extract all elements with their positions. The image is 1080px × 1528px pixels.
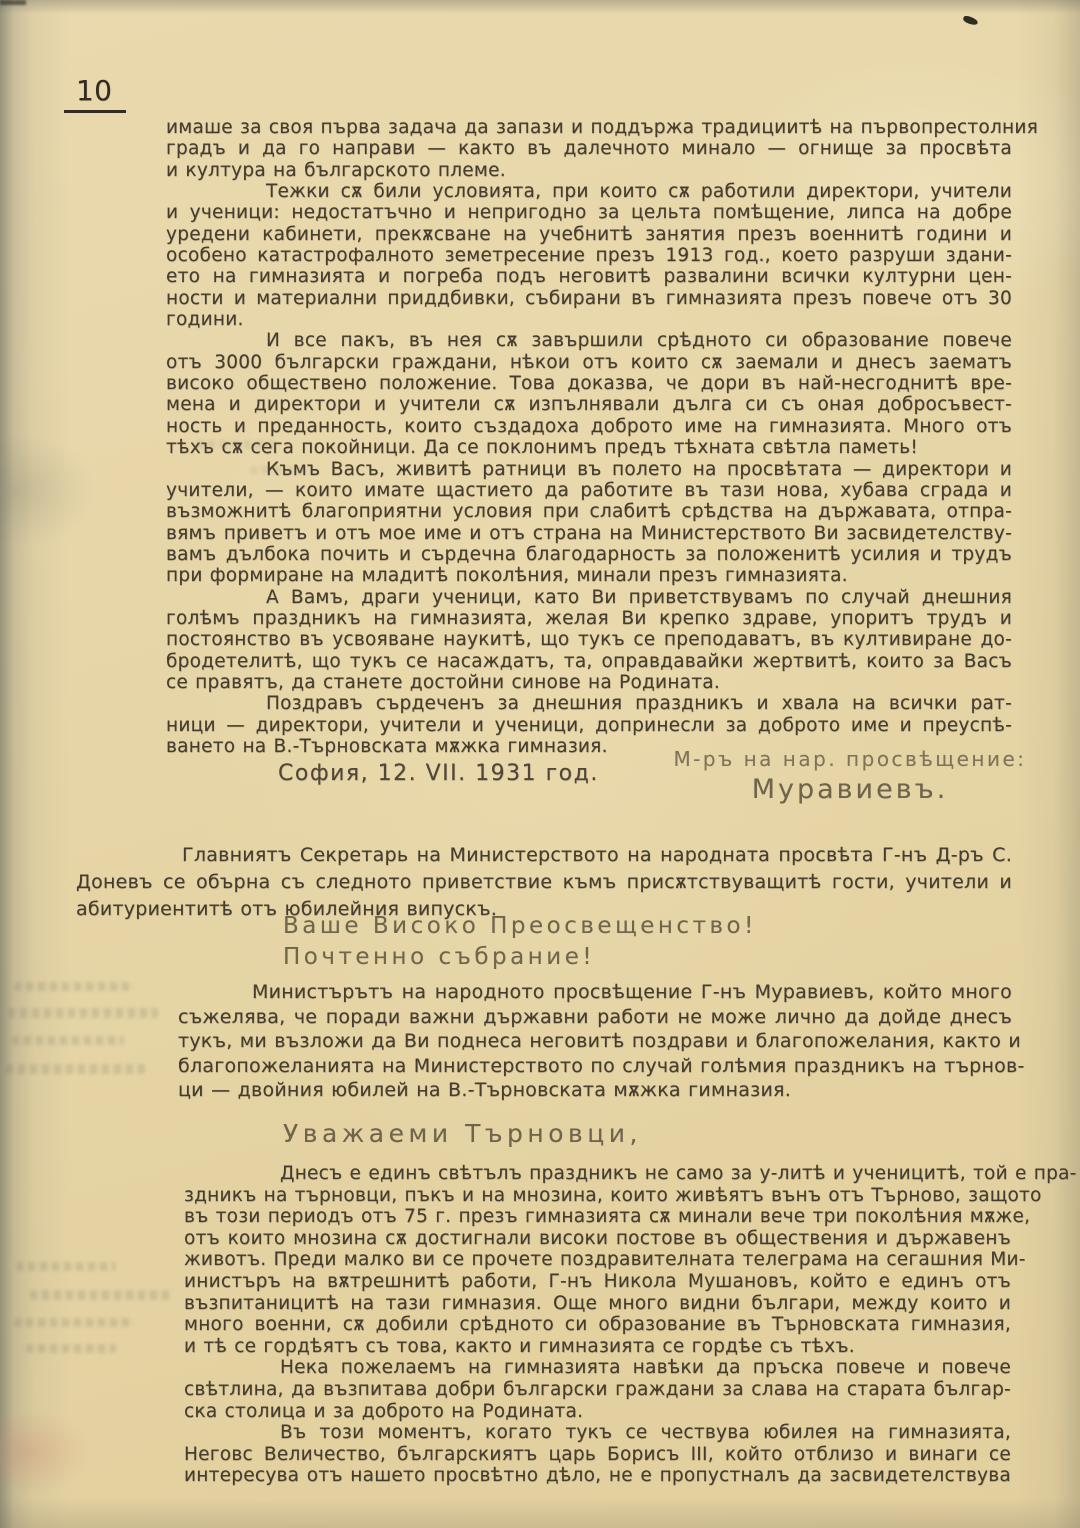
text-line: особено катастрофалното земетресение презъ 1913 год., което разруши здани- bbox=[166, 245, 1012, 267]
text-line: Доневъ се обърна съ следното приветствие къмъ присѫтствуващитѣ гости, учители и bbox=[76, 871, 1012, 893]
scan-smudge bbox=[8, 1008, 158, 1018]
speech-intro-paragraph bbox=[178, 980, 1025, 1103]
text-line: имаше за своя първа задача да запази и поддържа традициитѣ на първопрестолния bbox=[166, 117, 1039, 138]
signature-block bbox=[650, 747, 1050, 805]
text-line: вямъ приветъ и отъ мое име и отъ страна на Министерството Ви засвидетелству- bbox=[166, 522, 1012, 544]
text-line: Поздравъ сърдеченъ за днешния праздникъ и хвала на всички рат- bbox=[266, 693, 1012, 715]
text-line: при формиране на младитѣ поколѣния, минали презъ гимназията. bbox=[166, 565, 848, 587]
text-line: животъ. Преди малко ви се прочете поздравителната телеграма на сегашния Ми- bbox=[184, 1249, 1026, 1271]
text-line: абитуриентитѣ отъ юбилейния випускъ. bbox=[76, 898, 498, 920]
text-line: Неговс Величество, българскиятъ царь Борисъ III, който отблизо и винаги се bbox=[184, 1443, 1011, 1465]
text-line: се правятъ, да станете достойни синове на Родината. bbox=[166, 671, 721, 693]
salutation-block bbox=[283, 911, 757, 973]
text-line: Тежки сѫ били условията, при които сѫ работили директори, учители bbox=[266, 181, 1012, 203]
text-line: ности и материални приддбивки, събирани въ гимназията презъ повече отъ 30 bbox=[166, 287, 1012, 309]
scan-smudge bbox=[16, 1262, 116, 1271]
paragraph bbox=[166, 117, 1039, 181]
text-line: и тѣ се гордѣятъ съ това, както и гимназията се гордѣе съ тѣхъ. bbox=[184, 1335, 855, 1357]
paragraph bbox=[184, 1422, 1011, 1487]
text-line: високо обществено положение. Това доказва, че дори въ най-несгоднитѣ вре- bbox=[166, 373, 1012, 395]
text-line: Нека пожелаемъ на гимназията навѣки да пръска повече и повече bbox=[280, 1357, 1011, 1379]
text-line: ването на В.-Търновската мѫжка гимназия. bbox=[166, 735, 608, 757]
text-line: ци — двойния юбилей на В.-Търновската мѫжка гимназия. bbox=[178, 1079, 792, 1101]
text-line: възможнитѣ благоприятни условия при слабитѣ срѣдства на държавата, отпра- bbox=[166, 501, 1012, 523]
salutation-line-1: Ваше Високо Преосвещенство! bbox=[283, 913, 757, 939]
page-number: 10 bbox=[64, 74, 126, 113]
scan-edge-mark bbox=[0, 0, 26, 5]
text-line: благопожеланията на Министерството по случай голѣмия праздникъ на търнов- bbox=[178, 1054, 1025, 1077]
text-line: градъ и да го направи — както въ далечното минало — огнище за просвѣта bbox=[166, 138, 1012, 160]
paragraph bbox=[184, 1357, 1011, 1422]
text-line: голѣмъ праздникъ на гимназията, желая Ви крепко здраве, упоритъ трудъ и bbox=[166, 607, 1012, 629]
text-line: въ този периодъ отъ 75 г. презъ гимназията сѫ минали вече три поколѣния мѫже, bbox=[184, 1206, 1031, 1228]
text-line: инистъръ на вѫтрешнитѣ работи, Г-нъ Никола Мушановъ, който е единъ отъ bbox=[184, 1270, 1011, 1292]
text-line: ность и преданность, които създадоха доброто име на гимназията. Много отъ bbox=[166, 415, 1012, 437]
address-heading: Уважаеми Търновци, bbox=[283, 1119, 642, 1148]
scan-smudge bbox=[250, 466, 310, 474]
signature-name: Муравиевъ. bbox=[751, 774, 949, 805]
text-line: интересува отъ нашето просвѣтно дѣло, не е пропустналъ да засвидетелствува bbox=[184, 1465, 1011, 1487]
text-line: тукъ, ми възложи да Ви поднеса неговитѣ поздрави и благопожелания, както и bbox=[178, 1030, 1021, 1052]
minister-letter-body bbox=[166, 117, 1039, 757]
dateline: София, 12. VII. 1931 год. bbox=[278, 761, 599, 786]
text-line: уредени кабинети, прекѫсване на учебнитѣ занятия презъ военнитѣ години и bbox=[166, 223, 1012, 245]
scan-smudge bbox=[12, 1036, 124, 1045]
text-line: много военни, сѫ добили срѣдното си образование въ Търновската гимназия, bbox=[184, 1314, 1011, 1336]
text-line: години. bbox=[166, 309, 244, 331]
text-line: учители, — които имате щастието да работите въ тази нова, хубава сграда и bbox=[166, 479, 1012, 501]
scan-smudge bbox=[30, 1290, 170, 1300]
text-line: вамъ дълбока почить и сърдечна благодарность за положенитѣ усилия и трудъ bbox=[166, 543, 1012, 565]
text-line: А Вамъ, драги ученици, като Ви приветствувамъ по случай днешния bbox=[266, 586, 1012, 608]
speech-body bbox=[184, 1163, 1077, 1487]
scan-smudge bbox=[14, 982, 134, 991]
text-line: здникъ на търновци, пъкъ и на мнозина, които живѣятъ вънъ отъ Търново, защото bbox=[184, 1184, 1042, 1206]
signature-role: М-ръ на нар. просвѣщение: bbox=[673, 747, 1027, 771]
text-line: и ученици: недостатъчно и непригодно за цельта помѣщение, липса на добре bbox=[166, 202, 1012, 224]
ink-speck bbox=[962, 15, 978, 26]
paragraph bbox=[166, 459, 1012, 587]
paragraph bbox=[178, 980, 1025, 1103]
text-line: Къмъ Васъ, живитѣ ратници въ полето на просвѣтата — директори и bbox=[266, 458, 1012, 480]
text-line: съжелява, че поради важни държавни работи не може лично да дойде днесъ bbox=[178, 1005, 1012, 1028]
scan-smudge bbox=[14, 1318, 134, 1327]
text-line: И все пакъ, въ нея сѫ завършили срѣдното си образование повече bbox=[266, 330, 1012, 352]
text-line: Днесъ е единъ свѣтълъ праздникъ не само за у-литѣ и ученицитѣ, той е пра- bbox=[280, 1163, 1077, 1184]
text-line: бродетелитѣ, що тукъ се насаждатъ, та, оправдавайки жертвитѣ, които за Васъ bbox=[166, 650, 1012, 672]
text-line: Министърътъ на народното просвѣщение Г-нъ Муравиевъ, който много bbox=[252, 981, 1012, 1003]
text-line: Въ този моментъ, когато тукъ се чествува юбилея на гимназията, bbox=[280, 1422, 1011, 1444]
text-line: Главниятъ Секретарь на Министерството на народната просвѣта Г-нъ Д-ръ С. bbox=[182, 844, 1012, 866]
paragraph bbox=[166, 181, 1012, 330]
scan-smudge bbox=[196, 440, 276, 449]
text-line: тѣхъ сѫ сега покойници. Да се поклонимъ предъ тѣхната свѣтла паметь! bbox=[166, 437, 918, 459]
text-line: ници — директори, учители и ученици, допринесли за доброто име и преуспѣ- bbox=[166, 714, 1012, 736]
scan-smudge bbox=[26, 1344, 116, 1353]
text-line: свѣтлина, да възпитава добри български граждани за слава на старата българ- bbox=[184, 1378, 1011, 1400]
text-line: и култура на българското племе. bbox=[166, 159, 506, 181]
text-line: ето на гимназията и погреба подъ неговитѣ развалини всички културни цен- bbox=[166, 266, 1012, 288]
paragraph bbox=[166, 587, 1012, 694]
scan-smudge bbox=[6, 1064, 146, 1074]
text-line: мена и директори и учители сѫ изпълнявали дълга си съ оная добросъвест- bbox=[166, 394, 1012, 416]
salutation-line-2: Почтенно събрание! bbox=[283, 944, 596, 970]
paragraph bbox=[166, 330, 1012, 458]
text-line: възпитаницитѣ на тази гимназия. Още много видни българи, между които и bbox=[184, 1292, 1011, 1314]
text-line: ска столица и за доброто на Родината. bbox=[184, 1400, 584, 1422]
paragraph bbox=[184, 1163, 1077, 1357]
text-line: отъ които мнозина сѫ достигнали високи постове въ обществения и държавенъ bbox=[184, 1227, 1011, 1249]
text-line: отъ 3000 български граждани, нѣкои отъ които сѫ заемали и днесъ заематъ bbox=[166, 351, 1012, 373]
text-line: постоянство въ усвояване наукитѣ, що тукъ се преподаватъ, въ култивиране до- bbox=[166, 629, 1012, 651]
